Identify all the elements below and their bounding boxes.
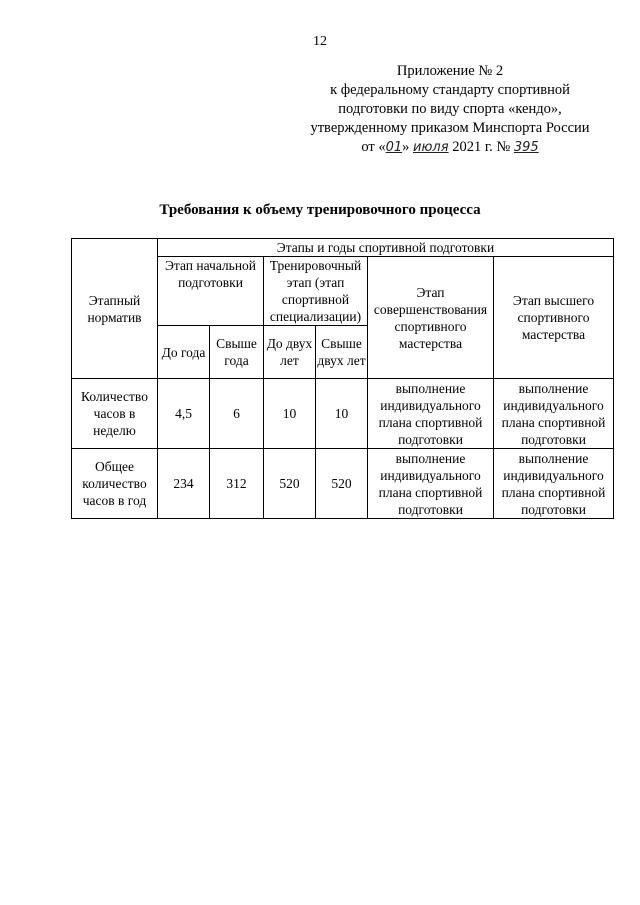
table-row	[72, 379, 614, 449]
date-day-handwritten: 01	[385, 140, 403, 155]
subheader-up-to-year: До года	[158, 326, 210, 379]
header-normative: Этапный норматив	[72, 239, 158, 379]
subheader-over-year: Свыше года	[210, 326, 264, 379]
header-stage-initial: Этап начальной подготовки	[158, 257, 264, 326]
row-label: Общее количество часов в год	[72, 449, 158, 519]
document-title: Требования к объему тренировочного процесса	[159, 202, 481, 218]
cell-value: 4,5	[158, 379, 210, 449]
header-stage-training: Тренировочный этап (этап спортивной специализации)	[264, 257, 368, 326]
subheader-up-to-two-years: До двух лет	[264, 326, 316, 379]
requirements-table	[71, 238, 614, 519]
appendix-title: Приложение № 2	[396, 63, 504, 79]
appendix-line-2: к федеральному стандарту спортивной	[330, 82, 570, 98]
cell-improvement: выполнение индивидуального плана спортивной подготовки	[368, 449, 494, 519]
cell-higher: выполнение индивидуального плана спортивной подготовки	[494, 379, 614, 449]
row-label: Количество часов в неделю	[72, 379, 158, 449]
appendix-header	[300, 62, 600, 157]
subheader-over-two-years: Свыше двух лет	[316, 326, 368, 379]
header-stage-improvement: Этап совершенствования спортивного мастерства	[368, 257, 494, 379]
cell-higher: выполнение индивидуального плана спортивной подготовки	[494, 449, 614, 519]
appendix-line-4: утвержденному приказом Минспорта России	[310, 120, 590, 136]
header-stages-group: Этапы и годы спортивной подготовки	[158, 239, 614, 257]
cell-improvement: выполнение индивидуального плана спортивной подготовки	[368, 379, 494, 449]
date-year: 2021 г. №	[452, 139, 511, 155]
cell-value: 234	[158, 449, 210, 519]
cell-value: 10	[316, 379, 368, 449]
date-month-handwritten: июля	[413, 140, 449, 155]
order-number-handwritten: 395	[513, 140, 539, 155]
appendix-line-3: подготовки по виду спорта «кендо»,	[338, 101, 562, 117]
appendix-date-line	[300, 138, 600, 157]
date-prefix: от «	[361, 139, 386, 155]
cell-value: 312	[210, 449, 264, 519]
cell-value: 520	[264, 449, 316, 519]
cell-value: 520	[316, 449, 368, 519]
cell-value: 6	[210, 379, 264, 449]
date-mid: »	[402, 139, 410, 155]
header-stage-higher: Этап высшего спортивного мастерства	[494, 257, 614, 379]
table-row	[72, 449, 614, 519]
page-number: 12	[313, 34, 327, 49]
cell-value: 10	[264, 379, 316, 449]
